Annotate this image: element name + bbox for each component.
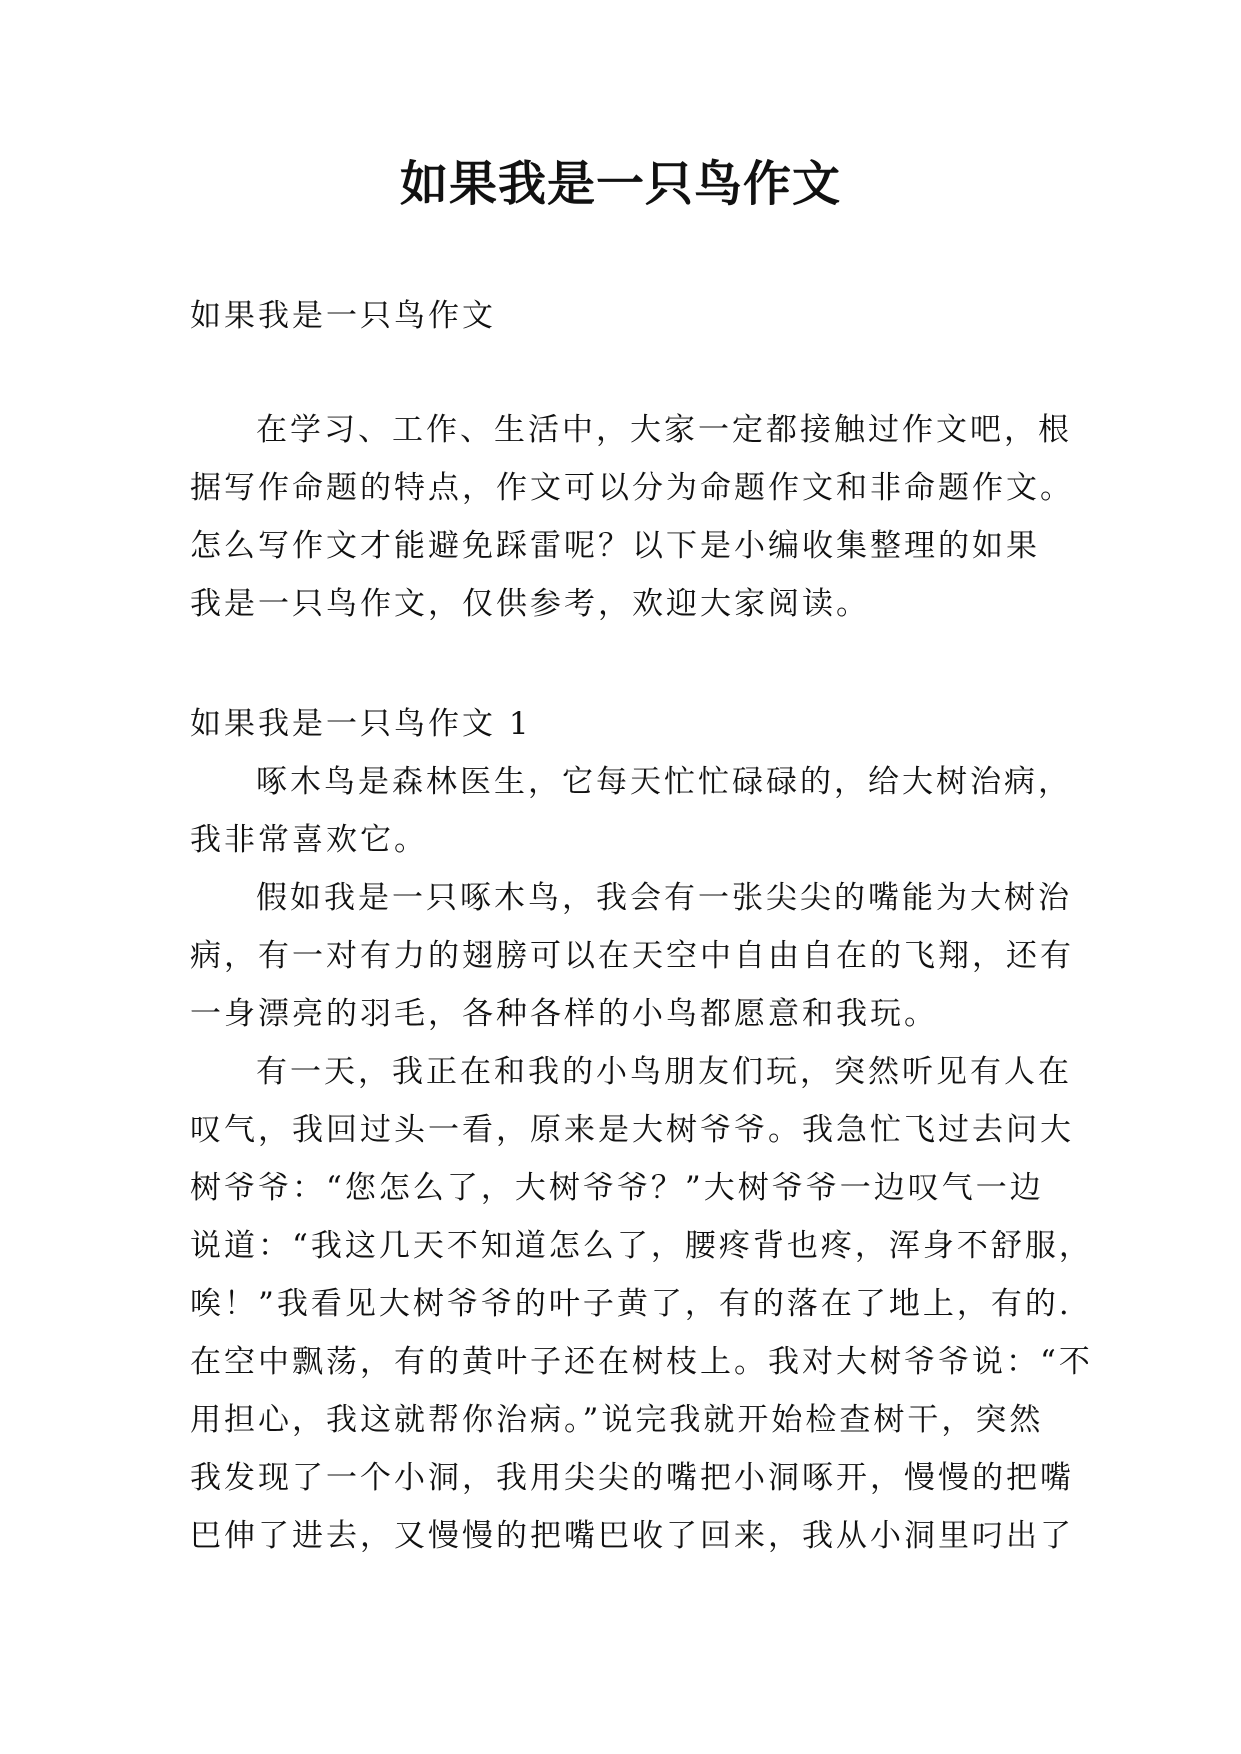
paragraph-line: 说道：“我这几天不知道怎么了，腰疼背也疼，浑身不舒服，	[190, 1228, 1093, 1264]
paragraph-line: 巴伸了进去，又慢慢的把嘴巴收了回来，我从小洞里叼出了	[190, 1518, 1074, 1554]
paragraph-line: 有一天，我正在和我的小鸟朋友们玩，突然听见有人在	[256, 1054, 1072, 1090]
paragraph-line: 一身漂亮的羽毛，各种各样的小鸟都愿意和我玩。	[190, 996, 938, 1032]
paragraph-line: 我是一只鸟作文，仅供参考，欢迎大家阅读。	[190, 586, 870, 622]
paragraph-line: 据写作命题的特点，作文可以分为命题作文和非命题作文。	[190, 470, 1074, 506]
paragraph-line: 假如我是一只啄木鸟，我会有一张尖尖的嘴能为大树治	[256, 880, 1072, 916]
paragraph-line: 树爷爷：“您怎么了，大树爷爷？”大树爷爷一边叹气一边	[190, 1170, 1044, 1206]
paragraph-line: 啄木鸟是森林医生，它每天忙忙碌碌的，给大树治病，	[256, 764, 1072, 800]
section-heading: 如果我是一只鸟作文 1	[190, 706, 532, 742]
paragraph-line: 病，有一对有力的翅膀可以在天空中自由自在的飞翔，还有	[190, 938, 1074, 974]
paragraph-line: 我发现了一个小洞，我用尖尖的嘴把小洞啄开，慢慢的把嘴	[190, 1460, 1074, 1496]
document-title: 如果我是一只鸟作文	[399, 156, 841, 212]
paragraph-line: 在学习、工作、生活中，大家一定都接触过作文吧，根	[256, 412, 1072, 448]
paragraph-line: 在空中飘荡，有的黄叶子还在树枝上。我对大树爷爷说：“不	[190, 1344, 1093, 1380]
paragraph-line: 怎么写作文才能避免踩雷呢？以下是小编收集整理的如果	[190, 528, 1040, 564]
paragraph-line: 叹气，我回过头一看，原来是大树爷爷。我急忙飞过去问大	[190, 1112, 1074, 1148]
paragraph-line: 唉！”我看见大树爷爷的叶子黄了，有的落在了地上，有的.	[190, 1286, 1072, 1322]
subtitle-line: 如果我是一只鸟作文	[190, 298, 496, 334]
paragraph-line: 用担心，我这就帮你治病。”说完我就开始检查树干，突然	[190, 1402, 1044, 1438]
paragraph-line: 我非常喜欢它。	[190, 822, 428, 858]
